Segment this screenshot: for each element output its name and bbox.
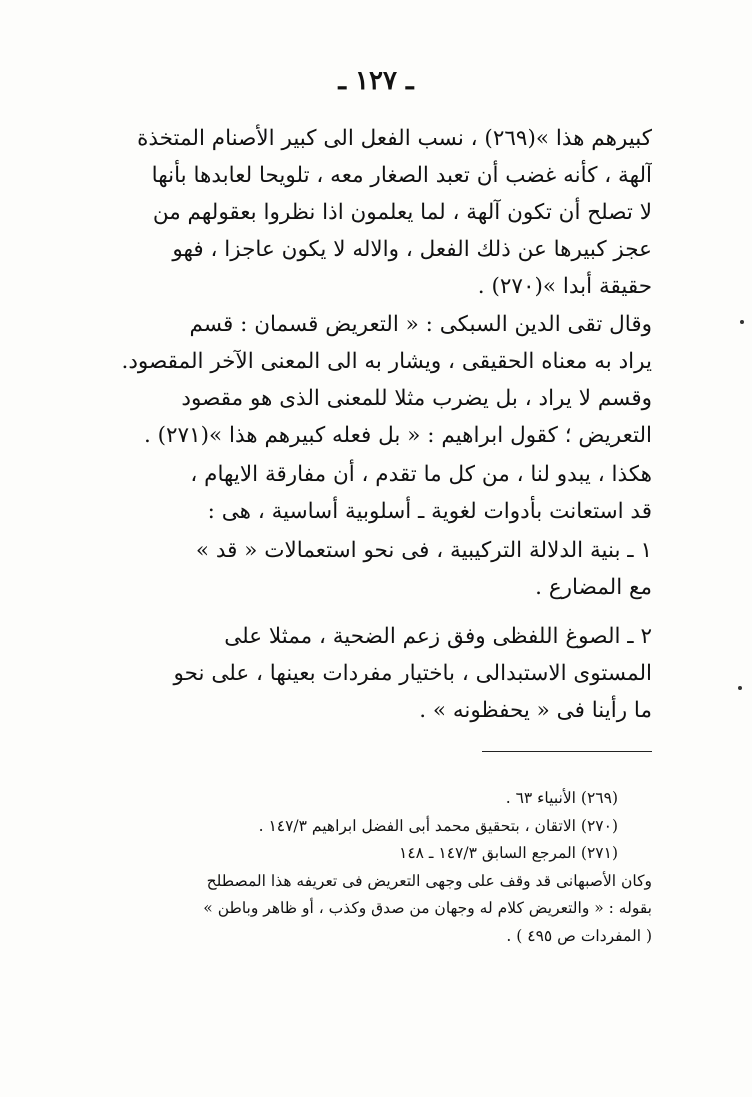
paragraph-1 [92, 120, 652, 305]
text-line: المستوى الاستبدالى ، باختيار مفردات بعينها ، على نحو [173, 661, 652, 686]
paragraph-3 [92, 456, 652, 530]
footnote-271-continuation: ( المفردات ص ٤٩٥ ) . [506, 926, 652, 945]
text-line: وقال تقى الدين السبكى : « التعريض قسمان : قسم [189, 312, 652, 337]
text-line: ٢ ـ الصوغ اللفظى وفق زعم الضحية ، ممثلا على [224, 624, 652, 649]
footnote-271: (٢٧١) المرجع السابق ١٤٧/٣ ـ ١٤٨ [399, 844, 618, 862]
footnote-270: (٢٧٠) الاتقان ، بتحقيق محمد أبى الفضل ابراهيم ١٤٧/٣ . [258, 816, 618, 835]
text-line: قد استعانت بأدوات لغوية ـ أسلوبية أساسية ، هى : [207, 499, 652, 524]
scan-speck [738, 686, 742, 690]
footnote-separator [482, 751, 652, 752]
paragraph-2 [92, 306, 652, 454]
text-line: آلهة ، كأنه غضب أن تعبد الصغار معه ، تلويحا لعابدها بأنها [151, 163, 652, 188]
page-number: ـ ١٢٧ ـ [338, 66, 414, 96]
text-line: ما رأينا فى « يحفظونه » . [419, 698, 652, 723]
text-line: لا تصلح أن تكون آلهة ، لما يعلمون اذا نظروا بعقولهم من [152, 200, 652, 225]
footnote-269: (٢٦٩) الأنبياء ٦٣ . [505, 789, 618, 807]
footnotes [92, 785, 652, 950]
text-line: وقسم لا يراد ، بل يضرب مثلا للمعنى الذى هو مقصود [181, 386, 652, 411]
text-line: كبيرهم هذا »(٢٦٩) ، نسب الفعل الى كبير الأصنام المتخذة [137, 126, 652, 151]
text-line: مع المضارع . [535, 575, 652, 600]
text-line: هكذا ، يبدو لنا ، من كل ما تقدم ، أن مفارقة الايهام ، [190, 462, 652, 487]
paragraph-4-list-item-1 [92, 532, 652, 606]
text-line: يراد به معناه الحقيقى ، ويشار به الى المعنى الآخر المقصود. [121, 349, 652, 374]
text-line: عجز كبيرها عن ذلك الفعل ، والاله لا يكون عاجزا ، فهو [172, 237, 652, 262]
footnote-271-continuation: بقوله : « والتعريض كلام له وجهان من صدق وكذب ، أو ظاهر وباطن » [203, 899, 652, 917]
text-line: حقيقة أبدا »(٢٧٠) . [477, 274, 652, 299]
footnote-271-continuation: وكان الأصبهانى قد وقف على وجهى التعريض فى تعريفه هذا المصطلح [206, 871, 652, 890]
text-line: التعريض ؛ كقول ابراهيم : « بل فعله كبيرهم هذا »(٢٧١) . [143, 423, 652, 448]
text-line: ١ ـ بنية الدلالة التركيبية ، فى نحو استعمالات « قد » [195, 538, 652, 563]
paragraph-5-list-item-2 [92, 618, 652, 729]
scan-speck [740, 320, 744, 324]
